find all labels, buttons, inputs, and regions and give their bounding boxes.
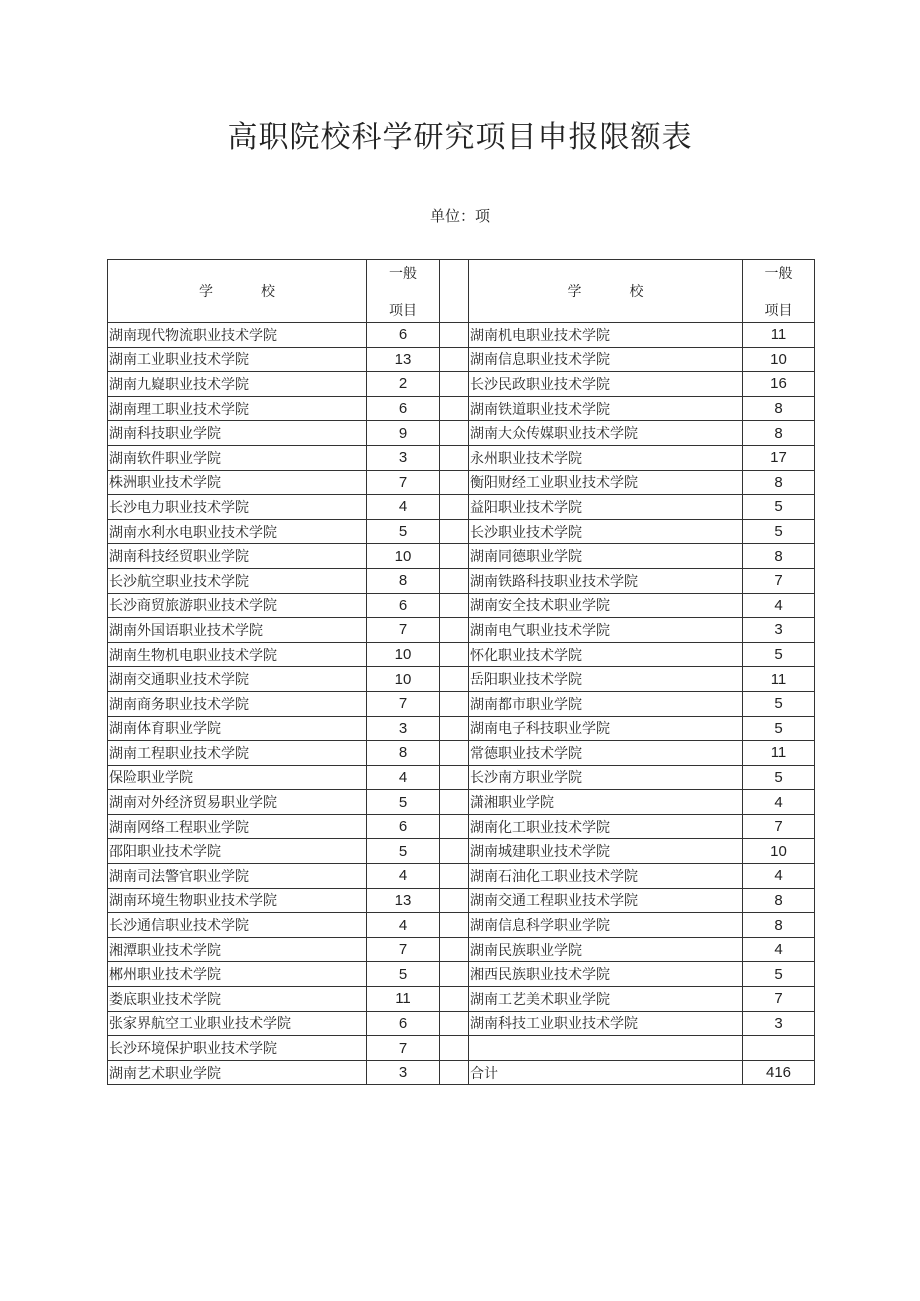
school-name-left: 邵阳职业技术学院	[108, 839, 367, 864]
school-name-right	[469, 1036, 743, 1061]
table-row	[108, 790, 815, 815]
project-count-left: 4	[367, 495, 440, 520]
school-name-left: 湖南软件职业学院	[108, 445, 367, 470]
school-name-left: 湖南体育职业学院	[108, 716, 367, 741]
school-name-right: 常德职业技术学院	[469, 741, 743, 766]
table-row	[108, 913, 815, 938]
school-name-right: 湖南铁道职业技术学院	[469, 396, 743, 421]
spacer-cell	[440, 1036, 469, 1061]
unit-label: 单位：项	[429, 207, 490, 225]
project-count-left: 6	[367, 593, 440, 618]
school-name-left: 郴州职业技术学院	[108, 962, 367, 987]
spacer-cell	[440, 864, 469, 889]
table-row	[108, 396, 815, 421]
project-count-left: 10	[367, 667, 440, 692]
school-name-left: 湖南水利水电职业技术学院	[108, 519, 367, 544]
spacer-cell	[440, 396, 469, 421]
table-row	[108, 618, 815, 643]
spacer-cell	[440, 568, 469, 593]
project-count-left: 6	[367, 396, 440, 421]
project-count-right: 5	[743, 716, 815, 741]
spacer-column	[440, 260, 469, 323]
project-count-left: 3	[367, 445, 440, 470]
school-name-left: 湖南网络工程职业学院	[108, 814, 367, 839]
spacer-cell	[440, 962, 469, 987]
project-count-left: 5	[367, 790, 440, 815]
table-row	[108, 888, 815, 913]
school-name-left: 长沙商贸旅游职业技术学院	[108, 593, 367, 618]
table-row	[108, 741, 815, 766]
spacer-cell	[440, 839, 469, 864]
spacer-cell	[440, 519, 469, 544]
table-row	[108, 1011, 815, 1036]
header-count-left: 一般 项目	[367, 260, 440, 323]
school-name-right: 湖南安全技术职业学院	[469, 593, 743, 618]
school-name-right: 湖南信息职业技术学院	[469, 347, 743, 372]
project-count-right: 7	[743, 814, 815, 839]
table-row	[108, 568, 815, 593]
project-count-right: 10	[743, 839, 815, 864]
project-count-right: 10	[743, 347, 815, 372]
school-name-right: 湖南工艺美术职业学院	[469, 987, 743, 1012]
table-row	[108, 814, 815, 839]
table-row	[108, 667, 815, 692]
project-count-right: 5	[743, 691, 815, 716]
school-name-left: 湖南环境生物职业技术学院	[108, 888, 367, 913]
school-name-left: 湖南科技经贸职业学院	[108, 544, 367, 569]
project-count-left: 11	[367, 987, 440, 1012]
project-count-right: 5	[743, 765, 815, 790]
school-name-right: 湖南城建职业技术学院	[469, 839, 743, 864]
project-count-right: 4	[743, 593, 815, 618]
project-count-right: 11	[743, 741, 815, 766]
spacer-cell	[440, 372, 469, 397]
table-row	[108, 347, 815, 372]
table-row	[108, 519, 815, 544]
school-name-left: 湖南外国语职业技术学院	[108, 618, 367, 643]
spacer-cell	[440, 1011, 469, 1036]
page-title: 高职院校科学研究项目申报限额表	[227, 120, 693, 155]
school-name-left: 长沙通信职业技术学院	[108, 913, 367, 938]
school-name-right: 湖南同德职业学院	[469, 544, 743, 569]
school-name-right: 湖南科技工业职业技术学院	[469, 1011, 743, 1036]
school-name-right: 永州职业技术学院	[469, 445, 743, 470]
project-count-right: 8	[743, 396, 815, 421]
project-count-right: 4	[743, 937, 815, 962]
table-row	[108, 642, 815, 667]
school-name-right: 益阳职业技术学院	[469, 495, 743, 520]
spacer-cell	[440, 421, 469, 446]
school-name-left: 长沙航空职业技术学院	[108, 568, 367, 593]
school-name-left: 湖南工业职业技术学院	[108, 347, 367, 372]
project-count-right	[743, 1036, 815, 1061]
project-count-left: 9	[367, 421, 440, 446]
project-count-right: 11	[743, 323, 815, 348]
header-count-right: 一般 项目	[743, 260, 815, 323]
project-count-left: 4	[367, 765, 440, 790]
project-count-left: 6	[367, 323, 440, 348]
project-count-left: 4	[367, 864, 440, 889]
school-name-left: 湖南生物机电职业技术学院	[108, 642, 367, 667]
project-count-left: 7	[367, 1036, 440, 1061]
project-count-left: 7	[367, 691, 440, 716]
table-row	[108, 544, 815, 569]
project-count-left: 6	[367, 1011, 440, 1036]
project-count-right: 5	[743, 962, 815, 987]
school-name-left: 湖南理工职业技术学院	[108, 396, 367, 421]
project-count-right: 4	[743, 790, 815, 815]
table-row	[108, 323, 815, 348]
school-name-right: 湖南铁路科技职业技术学院	[469, 568, 743, 593]
school-name-left: 湖南工程职业技术学院	[108, 741, 367, 766]
school-name-left: 长沙环境保护职业技术学院	[108, 1036, 367, 1061]
project-count-right: 16	[743, 372, 815, 397]
school-name-right: 长沙民政职业技术学院	[469, 372, 743, 397]
table-row	[108, 1060, 815, 1085]
table-row	[108, 1036, 815, 1061]
school-name-left: 长沙电力职业技术学院	[108, 495, 367, 520]
school-name-left: 湖南商务职业技术学院	[108, 691, 367, 716]
spacer-cell	[440, 445, 469, 470]
project-count-right: 8	[743, 470, 815, 495]
school-name-left: 保险职业学院	[108, 765, 367, 790]
project-count-right: 5	[743, 519, 815, 544]
school-name-left: 娄底职业技术学院	[108, 987, 367, 1012]
project-count-left: 7	[367, 618, 440, 643]
project-count-left: 2	[367, 372, 440, 397]
school-name-right: 湖南电子科技职业学院	[469, 716, 743, 741]
school-name-right: 衡阳财经工业职业技术学院	[469, 470, 743, 495]
table-row	[108, 691, 815, 716]
school-name-left: 湖南现代物流职业技术学院	[108, 323, 367, 348]
project-count-left: 10	[367, 642, 440, 667]
table-row	[108, 470, 815, 495]
project-count-left: 3	[367, 1060, 440, 1085]
spacer-cell	[440, 544, 469, 569]
project-count-right: 11	[743, 667, 815, 692]
project-count-left: 5	[367, 962, 440, 987]
project-count-right: 4	[743, 864, 815, 889]
spacer-cell	[440, 1060, 469, 1085]
table-row	[108, 839, 815, 864]
spacer-cell	[440, 814, 469, 839]
project-count-left: 5	[367, 519, 440, 544]
project-count-left: 8	[367, 568, 440, 593]
school-name-left: 湖南九嶷职业技术学院	[108, 372, 367, 397]
project-count-left: 8	[367, 741, 440, 766]
school-name-left: 湖南对外经济贸易职业学院	[108, 790, 367, 815]
table-row	[108, 987, 815, 1012]
school-name-left: 张家界航空工业职业技术学院	[108, 1011, 367, 1036]
table-header-row	[108, 260, 815, 323]
school-name-right: 湖南电气职业技术学院	[469, 618, 743, 643]
spacer-cell	[440, 323, 469, 348]
table-row	[108, 495, 815, 520]
school-name-right: 湖南化工职业技术学院	[469, 814, 743, 839]
project-count-left: 7	[367, 937, 440, 962]
school-name-left: 湖南科技职业学院	[108, 421, 367, 446]
project-count-right: 17	[743, 445, 815, 470]
school-name-left: 株洲职业技术学院	[108, 470, 367, 495]
spacer-cell	[440, 642, 469, 667]
table-row	[108, 765, 815, 790]
spacer-cell	[440, 741, 469, 766]
spacer-cell	[440, 937, 469, 962]
spacer-cell	[440, 691, 469, 716]
school-name-left: 湖南司法警官职业学院	[108, 864, 367, 889]
table-row	[108, 716, 815, 741]
table-row	[108, 421, 815, 446]
school-name-right: 湖南交通工程职业技术学院	[469, 888, 743, 913]
project-count-left: 6	[367, 814, 440, 839]
spacer-cell	[440, 495, 469, 520]
spacer-cell	[440, 347, 469, 372]
school-name-right: 怀化职业技术学院	[469, 642, 743, 667]
spacer-cell	[440, 470, 469, 495]
spacer-cell	[440, 987, 469, 1012]
school-name-right: 长沙职业技术学院	[469, 519, 743, 544]
project-count-right: 8	[743, 421, 815, 446]
project-count-right: 8	[743, 888, 815, 913]
school-name-right: 潇湘职业学院	[469, 790, 743, 815]
table-row	[108, 372, 815, 397]
table-row	[108, 445, 815, 470]
school-name-right: 湖南石油化工职业技术学院	[469, 864, 743, 889]
spacer-cell	[440, 716, 469, 741]
school-name-right: 长沙南方职业学院	[469, 765, 743, 790]
spacer-cell	[440, 888, 469, 913]
project-count-right: 7	[743, 568, 815, 593]
school-name-left: 湖南交通职业技术学院	[108, 667, 367, 692]
school-name-right: 湖南大众传媒职业技术学院	[469, 421, 743, 446]
project-count-left: 4	[367, 913, 440, 938]
spacer-cell	[440, 913, 469, 938]
project-count-right: 3	[743, 618, 815, 643]
project-count-left: 13	[367, 888, 440, 913]
school-name-left: 湘潭职业技术学院	[108, 937, 367, 962]
project-count-left: 10	[367, 544, 440, 569]
spacer-cell	[440, 667, 469, 692]
school-name-right: 湘西民族职业技术学院	[469, 962, 743, 987]
project-count-left: 13	[367, 347, 440, 372]
school-name-right: 合计	[469, 1060, 743, 1085]
project-count-right: 7	[743, 987, 815, 1012]
school-name-right: 湖南信息科学职业学院	[469, 913, 743, 938]
spacer-cell	[440, 618, 469, 643]
school-name-right: 湖南机电职业技术学院	[469, 323, 743, 348]
table-row	[108, 937, 815, 962]
school-name-right: 湖南都市职业学院	[469, 691, 743, 716]
project-count-left: 7	[367, 470, 440, 495]
school-name-right: 湖南民族职业学院	[469, 937, 743, 962]
project-count-right: 416	[743, 1060, 815, 1085]
table-row	[108, 962, 815, 987]
spacer-cell	[440, 593, 469, 618]
project-count-right: 8	[743, 544, 815, 569]
project-count-right: 5	[743, 495, 815, 520]
project-count-right: 5	[743, 642, 815, 667]
project-count-left: 3	[367, 716, 440, 741]
school-name-left: 湖南艺术职业学院	[108, 1060, 367, 1085]
project-count-right: 8	[743, 913, 815, 938]
spacer-cell	[440, 765, 469, 790]
table-row	[108, 864, 815, 889]
spacer-cell	[440, 790, 469, 815]
project-count-left: 5	[367, 839, 440, 864]
school-name-right: 岳阳职业技术学院	[469, 667, 743, 692]
quota-table	[107, 259, 815, 1085]
header-school-right: 学 校	[469, 260, 743, 323]
header-school-left: 学 校	[108, 260, 367, 323]
project-count-right: 3	[743, 1011, 815, 1036]
table-row	[108, 593, 815, 618]
